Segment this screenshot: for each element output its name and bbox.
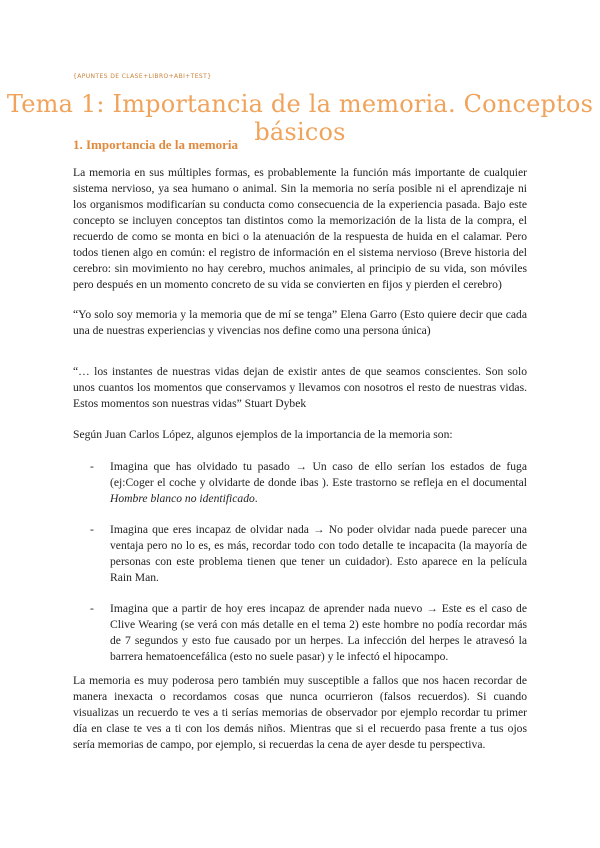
bullet-dash: - xyxy=(90,602,94,615)
list-item xyxy=(73,601,527,665)
documentary-title: Hombre blanco no identificado xyxy=(110,492,255,505)
section-heading: 1. Importancia de la memoria xyxy=(73,137,239,152)
quote-garro: “Yo solo soy memoria y la memoria que de mí se tenga” Elena Garro (Esto quiere decir que cada una de nuestras experiencias y vivencias nos define como una persona única) xyxy=(73,308,527,337)
intro-paragraph: La memoria en sus múltiples formas, es probablemente la función más importante de cualquier sistema nervioso, ya sea humano o animal. Sin la memoria no sería posible ni el aprendizaje ni los organismos modificarían su conducta como consecuencia de la experiencia pasada. Bajo este concepto se incluyen conceptos tan distintos como la memorización de la lista de la compra, el recuerdo de como se monta en bici o la atenuación de la respuesta de huida en el calamar. Pero todos tienen algo en común: el registro de información en el sistema nervioso (Breve historia del cerebro: sin movimiento no hay cerebro, muchos animales, al principio de su vida, son móviles pero después en un momento concreto de su vida se convierten en fijos y pierden el cerebro) xyxy=(73,166,527,291)
bullet-dash: - xyxy=(90,523,94,536)
bullet-dash: - xyxy=(90,460,94,473)
list-item xyxy=(73,459,527,507)
list-item-text: Imagina que has olvidado tu pasado → Un caso de ello serían los estados de fuga (ej:Coger el coche y olvidarte de donde ibas ). Este trastorno se refleja en el documental Hombre blanco no identificado. xyxy=(110,460,527,505)
examples-lead: Según Juan Carlos López, algunos ejemplos de la importancia de la memoria son: xyxy=(73,428,453,441)
list-item-text: Imagina que a partir de hoy eres incapaz de aprender nada nuevo → Este es el caso de Clive Wearing (se verá con más detalle en el tema 2) este hombre no podía recordar más de 7 segundos y esto fue causado por un herpes. La infección del herpes le atravesó la barrera hematoencefálica (esto no suele pasar) y le infectó el hipocampo. xyxy=(110,602,527,663)
header-tag: {APUNTES DE CLASE+LIBRO+ABI+TEST} xyxy=(73,73,212,80)
page-title: Tema 1: Importancia de la memoria. Conceptos básicos xyxy=(6,90,594,146)
quote-dybek: “… los instantes de nuestras vidas dejan de existir antes de que seamos conscientes. Son solo unos cuantos los momentos que conservamos y llevamos con nosotros el resto de nuestras vidas. Estos momentos son nuestras vidas” Stuart Dybek xyxy=(73,365,527,410)
list-item xyxy=(73,522,527,586)
examples-list xyxy=(73,459,527,665)
closing-paragraph: La memoria es muy poderosa pero también muy susceptible a fallos que nos hacen recordar de manera inexacta o recordamos cosas que nunca ocurrieron (falsos recuerdos). Si cuando visualizas un recuerdo te ves a ti serías memorias de observador por ejemplo recordar tu primer día en clase te ves a ti con los demás niños. Mientras que si el recuerdo pasa frente a tus ojos sería memorias de campo, por ejemplo, si recuerdas la cena de ayer desde tu perspectiva. xyxy=(73,674,527,751)
list-item-text: Imagina que eres incapaz de olvidar nada → No poder olvidar nada puede parecer una ventaja pero no lo es, es más, recordar todo con todo detalle te incapacita (la mayoría de personas con este problema tienen que tener un cuidador). Esto aparece en la película Rain Man. xyxy=(110,523,527,584)
